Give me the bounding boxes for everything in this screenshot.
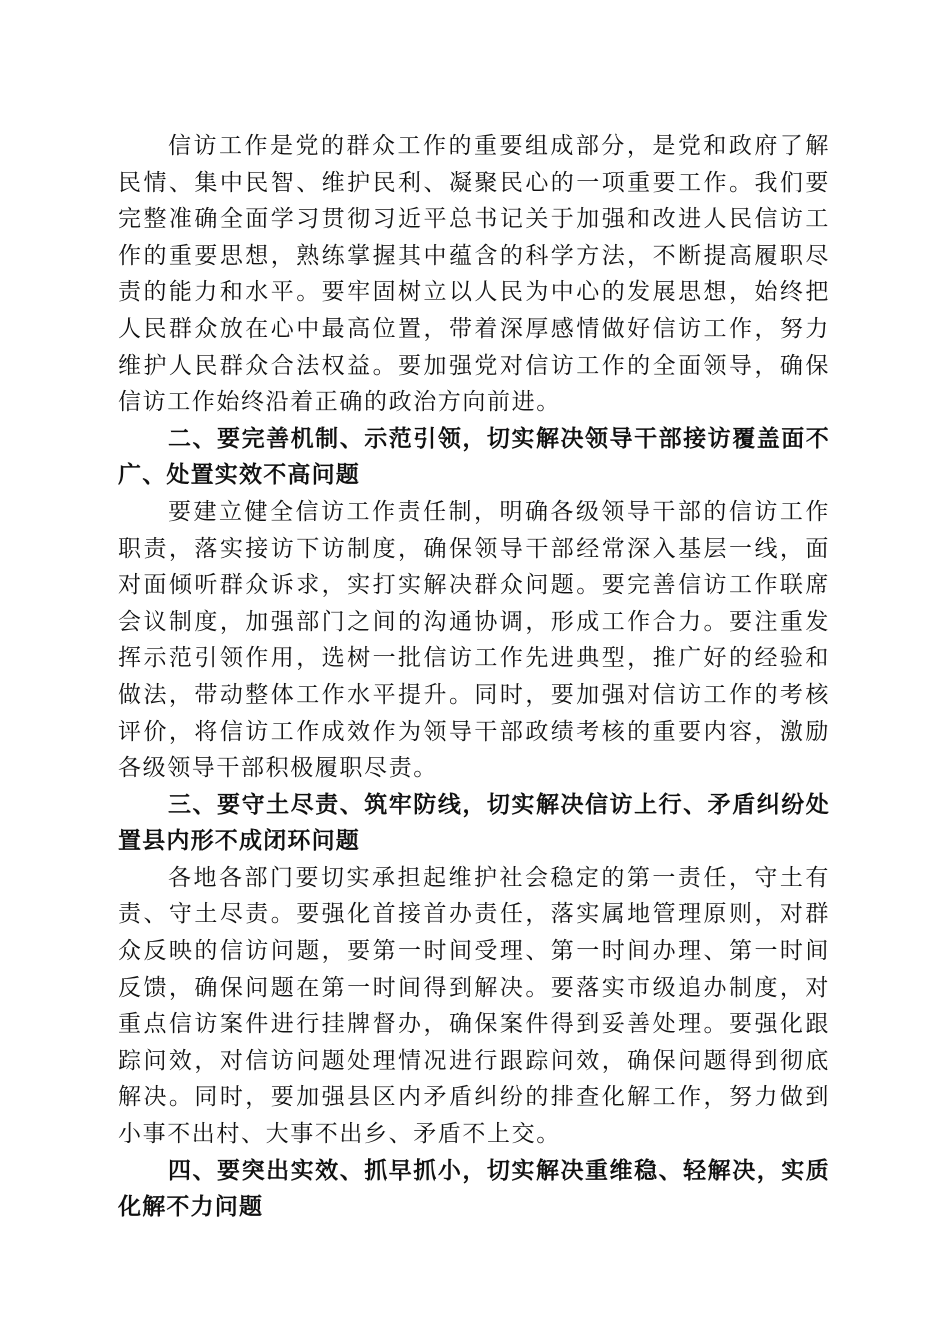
- section-heading-3: 三、要守土尽责、筑牢防线，切实解决信访上行、矛盾纠纷处置县内形不成闭环问题: [118, 791, 830, 855]
- paragraph-section-3: 各地各部门要切实承担起维护社会稳定的第一责任，守土有责、守土尽责。要强化首接首办责任，落实属地管理原则，对群众反映的信访问题，要第一时间受理、第一时间办理、第一时间反馈，确保问题在第一时间得到解决。要落实市级追办制度，对重点信访案件进行挂牌督办，确保案件得到妥善处理。要强化跟踪问效，对信访问题处理情况进行跟踪问效，确保问题得到彻底解决。同时，要加强县区内矛盾纠纷的排查化解工作，努力做到小事不出村、大事不出乡、矛盾不上交。: [118, 864, 830, 1148]
- section-heading-2: 二、要完善机制、示范引领，切实解决领导干部接访覆盖面不广、处置实效不高问题: [118, 425, 830, 489]
- paragraph-section-2: 要建立健全信访工作责任制，明确各级领导干部的信访工作职责，落实接访下访制度，确保领导干部经常深入基层一线，面对面倾听群众诉求，实打实解决群众问题。要完善信访工作联席会议制度，加强部门之间的沟通协调，形成工作合力。要注重发挥示范引领作用，选树一批信访工作先进典型，推广好的经验和做法，带动整体工作水平提升。同时，要加强对信访工作的考核评价，将信访工作成效作为领导干部政绩考核的重要内容，激励各级领导干部积极履职尽责。: [118, 498, 830, 782]
- document-page: [118, 128, 830, 1226]
- section-heading-4: 四、要突出实效、抓早抓小，切实解决重维稳、轻解决，实质化解不力问题: [118, 1157, 830, 1221]
- paragraph-intro: 信访工作是党的群众工作的重要组成部分，是党和政府了解民情、集中民智、维护民利、凝聚民心的一项重要工作。我们要完整准确全面学习贯彻习近平总书记关于加强和改进人民信访工作的重要思想，熟练掌握其中蕴含的科学方法，不断提高履职尽责的能力和水平。要牢固树立以人民为中心的发展思想，始终把人民群众放在心中最高位置，带着深厚感情做好信访工作，努力维护人民群众合法权益。要加强党对信访工作的全面领导，确保信访工作始终沿着正确的政治方向前进。: [118, 133, 830, 416]
